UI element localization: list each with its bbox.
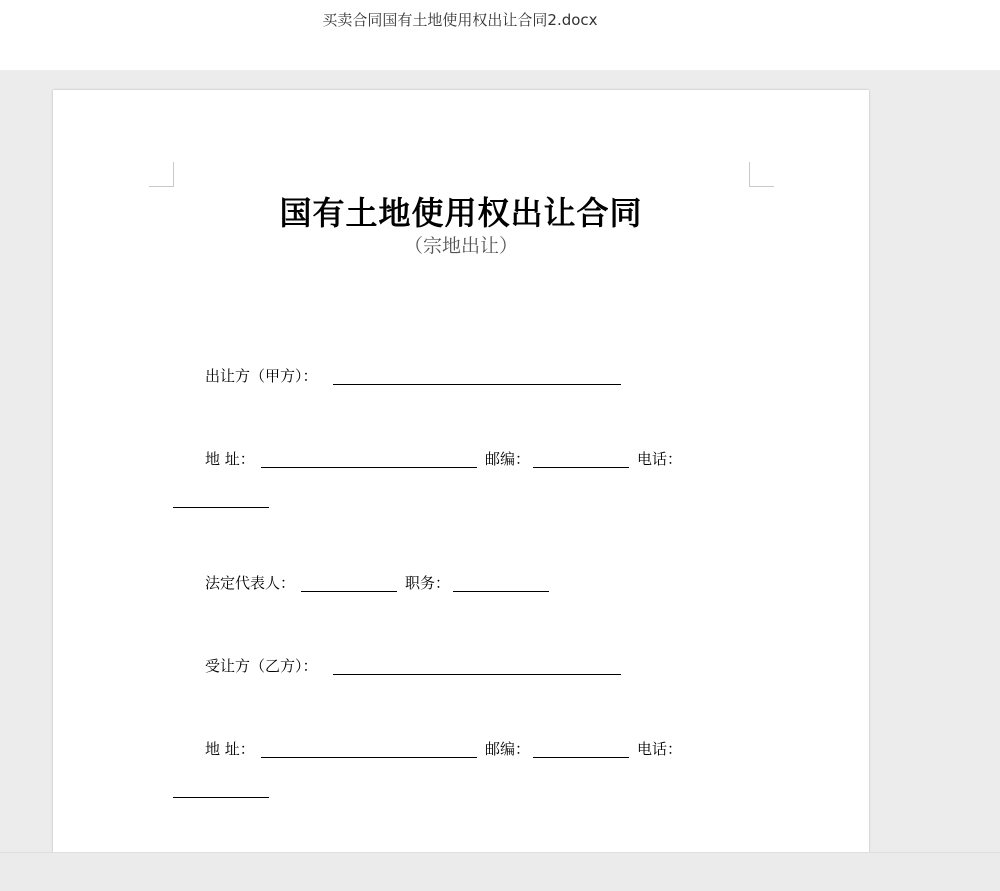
party-b-phone-label: 电话： [637,740,683,758]
horizontal-scrollbar[interactable] [0,852,1000,891]
party-a-address-label: 地 址： [205,450,255,468]
party-a-rep-blank [301,591,397,592]
party-b-address-row [53,738,869,760]
page-margin-corner-top-right [749,162,774,187]
party-a-name-blank [333,384,621,385]
party-a-address-row [53,448,869,470]
party-b-name-row [53,655,869,677]
party-b-postcode-blank [533,757,629,758]
party-a-phone-label: 电话： [637,450,683,468]
party-a-postcode-blank [533,467,629,468]
document-filename: 买卖合同国有土地使用权出让合同2.docx [322,11,598,29]
party-a-position-label: 职务： [405,574,451,592]
party-b-name-blank [333,674,621,675]
party-b-postcode-label: 邮编： [485,740,531,758]
party-a-postcode-label: 邮编： [485,450,531,468]
party-a-name-row [53,365,869,387]
title-bar [0,0,1000,70]
party-a-phone-row [53,488,869,510]
party-a-rep-row [53,572,869,594]
party-b-phone-row [53,778,869,800]
contract-subtitle: （宗地出让） [403,235,518,257]
page-margin-corner-top-left [149,162,174,187]
party-a-rep-label: 法定代表人： [205,574,296,592]
party-a-address-blank [261,467,477,468]
party-b-name-label: 受让方（乙方）： [205,657,318,675]
party-a-name-label: 出让方（甲方）： [205,367,318,385]
party-b-address-blank [261,757,477,758]
party-a-position-blank [453,591,549,592]
document-page[interactable] [53,90,869,852]
contract-title: 国有土地使用权出让合同 [279,194,643,232]
party-a-phone-blank [173,507,269,508]
party-b-phone-blank [173,797,269,798]
party-b-address-label: 地 址： [205,740,255,758]
